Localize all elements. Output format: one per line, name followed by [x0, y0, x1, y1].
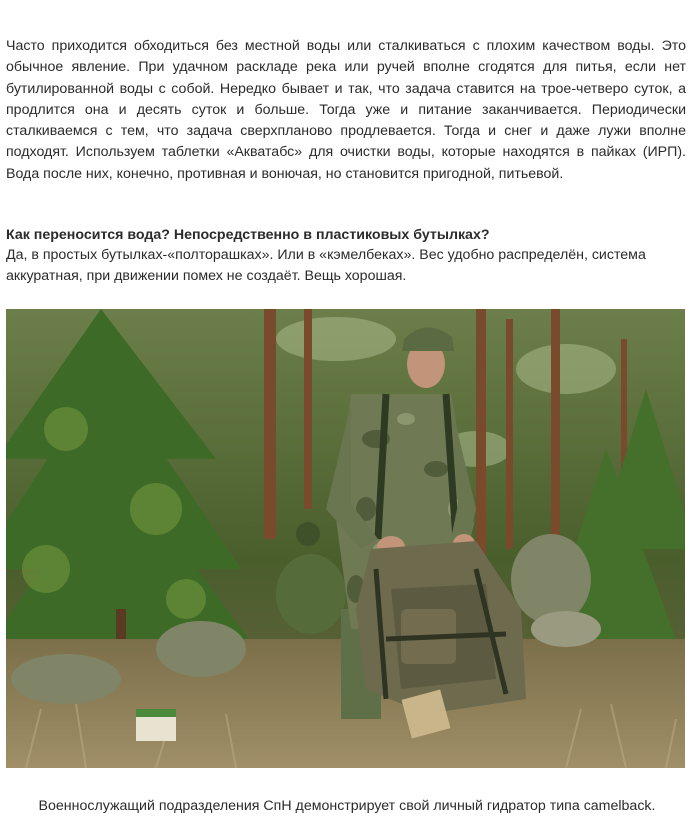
article-paragraph-1: Часто приходится обходиться без местной воды или сталкиваться с плохим качеством воды. Это обычное явление. При удачном раскладе река или ручей вполне сгодятся для питья, если нет бутилированной воды с собой. Нередко бывает и так, что задача ставится на трое-четверо суток, а продлится она и десять суток и больше. Тогда уже и питание заканчивается. Периодически сталкиваемся с тем, что задача сверхпланово продлевается. Тогда и снег и даже лужи вполне подходят. Используем таблетки «Акватабс» для очистки воды, которые находятся в пайках (ИРП). Вода после них, конечно, противная и вонючая, но становится пригодной, питьевой. [6, 38, 686, 182]
article-paragraph-2: Да, в простых бутылках-«полторашках». Или в «кэмелбеках». Вес удобно распределён, система аккуратная, при движении помех не создаёт. Вещь хорошая. [6, 247, 646, 285]
photo-caption: Военнослужащий подразделения СпН демонстрирует свой личный гидратор типа camelback. [38, 798, 656, 814]
soldier-photo [6, 309, 685, 768]
question-heading: Как переносится вода? Непосредственно в пластиковых бутылках? [6, 227, 490, 243]
ration-box [136, 709, 176, 741]
